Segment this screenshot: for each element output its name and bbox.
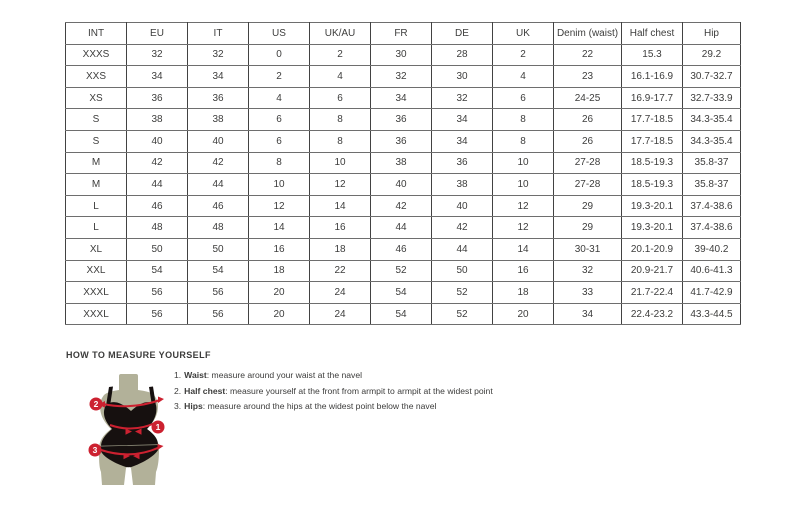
size-cell: 16 (310, 217, 371, 239)
step-number: 2. (174, 385, 182, 396)
size-cell: 8 (310, 109, 371, 131)
size-cell: 18 (249, 260, 310, 282)
size-cell: 52 (432, 282, 493, 304)
size-cell: 4 (310, 66, 371, 88)
size-cell: 56 (188, 282, 249, 304)
column-header: Half chest (622, 23, 683, 45)
size-cell: 2 (493, 44, 554, 66)
size-cell: 27-28 (554, 152, 622, 174)
size-cell: 32 (127, 44, 188, 66)
column-header: FR (371, 23, 432, 45)
size-cell: 35.8-37 (683, 174, 741, 196)
size-cell: 29.2 (683, 44, 741, 66)
measure-figure-illustration (70, 368, 170, 490)
size-cell: 16 (493, 260, 554, 282)
size-cell: 27-28 (554, 174, 622, 196)
size-cell: 24 (310, 282, 371, 304)
size-row (66, 152, 741, 174)
size-cell: 8 (249, 152, 310, 174)
size-cell: 50 (127, 238, 188, 260)
size-cell: 36 (371, 109, 432, 131)
size-cell: 22 (310, 260, 371, 282)
size-cell: 52 (371, 260, 432, 282)
size-cell: 12 (310, 174, 371, 196)
size-cell: 4 (249, 87, 310, 109)
size-cell: 18 (310, 238, 371, 260)
size-cell: 54 (371, 282, 432, 304)
size-cell: 32 (554, 260, 622, 282)
size-row (66, 130, 741, 152)
size-cell: 48 (188, 217, 249, 239)
size-cell: 48 (127, 217, 188, 239)
size-cell: 46 (127, 195, 188, 217)
size-cell: 44 (432, 238, 493, 260)
size-cell: XXL (66, 260, 127, 282)
badge-chest (90, 398, 103, 411)
size-cell: 26 (554, 109, 622, 131)
measure-step-hips (174, 402, 493, 411)
step-number: 1. (174, 370, 182, 380)
size-cell: 16 (249, 238, 310, 260)
size-cell: 12 (249, 195, 310, 217)
size-cell: 50 (432, 260, 493, 282)
size-cell: 37.4-38.6 (683, 217, 741, 239)
size-cell: M (66, 174, 127, 196)
size-cell: 12 (493, 217, 554, 239)
size-cell: 2 (249, 66, 310, 88)
size-cell: 6 (249, 130, 310, 152)
size-cell: 4 (493, 66, 554, 88)
size-cell: 17.7-18.5 (622, 130, 683, 152)
size-cell: 34 (127, 66, 188, 88)
size-cell: 6 (310, 87, 371, 109)
size-cell: 40 (432, 195, 493, 217)
size-cell: 14 (310, 195, 371, 217)
size-cell: 43.3-44.5 (683, 303, 741, 325)
hip-arrow-end (158, 444, 164, 450)
size-cell: 36 (127, 87, 188, 109)
column-header: UK (493, 23, 554, 45)
size-cell: 16.9-17.7 (622, 87, 683, 109)
size-cell: 40 (371, 174, 432, 196)
size-cell: 32.7-33.9 (683, 87, 741, 109)
size-cell: XXS (66, 66, 127, 88)
size-cell: 24 (310, 303, 371, 325)
size-cell: 6 (249, 109, 310, 131)
size-cell: 46 (188, 195, 249, 217)
size-cell: 38 (432, 174, 493, 196)
step-number: 3. (174, 401, 182, 412)
size-cell: 10 (310, 152, 371, 174)
size-cell: 30 (432, 66, 493, 88)
size-cell: 0 (249, 44, 310, 66)
size-row (66, 109, 741, 131)
size-cell: 32 (371, 66, 432, 88)
size-cell: 38 (371, 152, 432, 174)
size-cell: L (66, 195, 127, 217)
size-row (66, 66, 741, 88)
size-cell: 35.8-37 (683, 152, 741, 174)
size-cell: 8 (310, 130, 371, 152)
badge-chest-number: 2 (93, 399, 99, 409)
column-header: INT (66, 23, 127, 45)
size-cell: XS (66, 87, 127, 109)
header-row (66, 23, 741, 45)
size-cell: 10 (493, 174, 554, 196)
measure-steps (174, 371, 493, 418)
size-cell: M (66, 152, 127, 174)
size-cell: S (66, 109, 127, 131)
size-cell: 34 (371, 87, 432, 109)
size-row (66, 238, 741, 260)
measure-step-half-chest (174, 387, 493, 396)
size-cell: 18.5-19.3 (622, 152, 683, 174)
size-cell: 14 (493, 238, 554, 260)
step-text: : measure around the hips at the widest point below the navel (202, 401, 437, 412)
size-cell: 12 (493, 195, 554, 217)
size-cell: 38 (188, 109, 249, 131)
size-cell: 34.3-35.4 (683, 130, 741, 152)
size-cell: 10 (493, 152, 554, 174)
size-row (66, 195, 741, 217)
size-row (66, 44, 741, 66)
size-cell: 34 (188, 66, 249, 88)
measure-heading: HOW TO MEASURE YOURSELF (66, 350, 211, 360)
size-cell: 20.1-20.9 (622, 238, 683, 260)
chest-arrow-right (158, 397, 164, 404)
size-cell: 33 (554, 282, 622, 304)
size-row (66, 87, 741, 109)
size-cell: 34 (432, 130, 493, 152)
size-cell: 50 (188, 238, 249, 260)
size-cell: 39-40.2 (683, 238, 741, 260)
size-cell: 16.1-16.9 (622, 66, 683, 88)
size-cell: 17.7-18.5 (622, 109, 683, 131)
size-cell: 30.7-32.7 (683, 66, 741, 88)
badge-hips-number: 3 (92, 445, 98, 455)
size-cell: S (66, 130, 127, 152)
size-cell: 52 (432, 303, 493, 325)
size-cell: 32 (188, 44, 249, 66)
size-cell: 30 (371, 44, 432, 66)
step-term: Half chest (184, 385, 226, 396)
column-header: Denim (waist) (554, 23, 622, 45)
size-cell: XL (66, 238, 127, 260)
size-cell: 36 (371, 130, 432, 152)
size-cell: 29 (554, 195, 622, 217)
size-row (66, 282, 741, 304)
size-cell: 19.3-20.1 (622, 195, 683, 217)
size-cell: XXXS (66, 44, 127, 66)
size-cell: 42 (371, 195, 432, 217)
size-cell: 23 (554, 66, 622, 88)
size-cell: 18 (493, 282, 554, 304)
size-cell: 34 (432, 109, 493, 131)
step-text: : measure around your waist at the navel (206, 370, 363, 380)
size-cell: 37.4-38.6 (683, 195, 741, 217)
size-cell: 6 (493, 87, 554, 109)
size-cell: 34 (554, 303, 622, 325)
size-row (66, 303, 741, 325)
column-header: UK/AU (310, 23, 371, 45)
size-cell: 42 (188, 152, 249, 174)
step-term: Waist (184, 370, 207, 380)
size-row (66, 174, 741, 196)
size-cell: 20 (249, 303, 310, 325)
size-table (65, 22, 741, 325)
size-cell: L (66, 217, 127, 239)
size-cell: 46 (371, 238, 432, 260)
size-cell: 56 (127, 303, 188, 325)
size-cell: 38 (127, 109, 188, 131)
size-cell: 18.5-19.3 (622, 174, 683, 196)
size-cell: 44 (127, 174, 188, 196)
size-cell: 44 (188, 174, 249, 196)
size-cell: 22.4-23.2 (622, 303, 683, 325)
size-cell: 20 (493, 303, 554, 325)
measure-step-waist (174, 371, 493, 380)
size-cell: 30-31 (554, 238, 622, 260)
size-cell: 40.6-41.3 (683, 260, 741, 282)
size-cell: 40 (127, 130, 188, 152)
column-header: US (249, 23, 310, 45)
size-cell: 36 (432, 152, 493, 174)
size-cell: 2 (310, 44, 371, 66)
column-header: DE (432, 23, 493, 45)
size-row (66, 260, 741, 282)
size-row (66, 217, 741, 239)
column-header: IT (188, 23, 249, 45)
size-cell: 10 (249, 174, 310, 196)
size-cell: 29 (554, 217, 622, 239)
size-cell: 54 (371, 303, 432, 325)
size-cell: XXXL (66, 303, 127, 325)
size-cell: 54 (188, 260, 249, 282)
size-cell: 54 (127, 260, 188, 282)
size-cell: 20 (249, 282, 310, 304)
size-cell: 19.3-20.1 (622, 217, 683, 239)
size-cell: 20.9-21.7 (622, 260, 683, 282)
column-header: Hip (683, 23, 741, 45)
size-cell: 15.3 (622, 44, 683, 66)
step-term: Hips (184, 401, 203, 412)
size-cell: 56 (188, 303, 249, 325)
size-cell: 22 (554, 44, 622, 66)
badge-hips (89, 444, 102, 457)
size-cell: 34.3-35.4 (683, 109, 741, 131)
badge-waist (152, 421, 165, 434)
size-cell: 56 (127, 282, 188, 304)
size-cell: 28 (432, 44, 493, 66)
column-header: EU (127, 23, 188, 45)
size-cell: 14 (249, 217, 310, 239)
size-cell: 21.7-22.4 (622, 282, 683, 304)
size-cell: 42 (127, 152, 188, 174)
size-cell: 32 (432, 87, 493, 109)
size-cell: 8 (493, 130, 554, 152)
size-cell: 24-25 (554, 87, 622, 109)
size-cell: 44 (371, 217, 432, 239)
step-text: : measure yourself at the front from armpit to armpit at the widest point (225, 385, 493, 396)
size-cell: XXXL (66, 282, 127, 304)
size-cell: 8 (493, 109, 554, 131)
size-cell: 36 (188, 87, 249, 109)
size-cell: 41.7-42.9 (683, 282, 741, 304)
badge-waist-number: 1 (155, 422, 161, 432)
size-cell: 42 (432, 217, 493, 239)
size-cell: 40 (188, 130, 249, 152)
size-cell: 26 (554, 130, 622, 152)
